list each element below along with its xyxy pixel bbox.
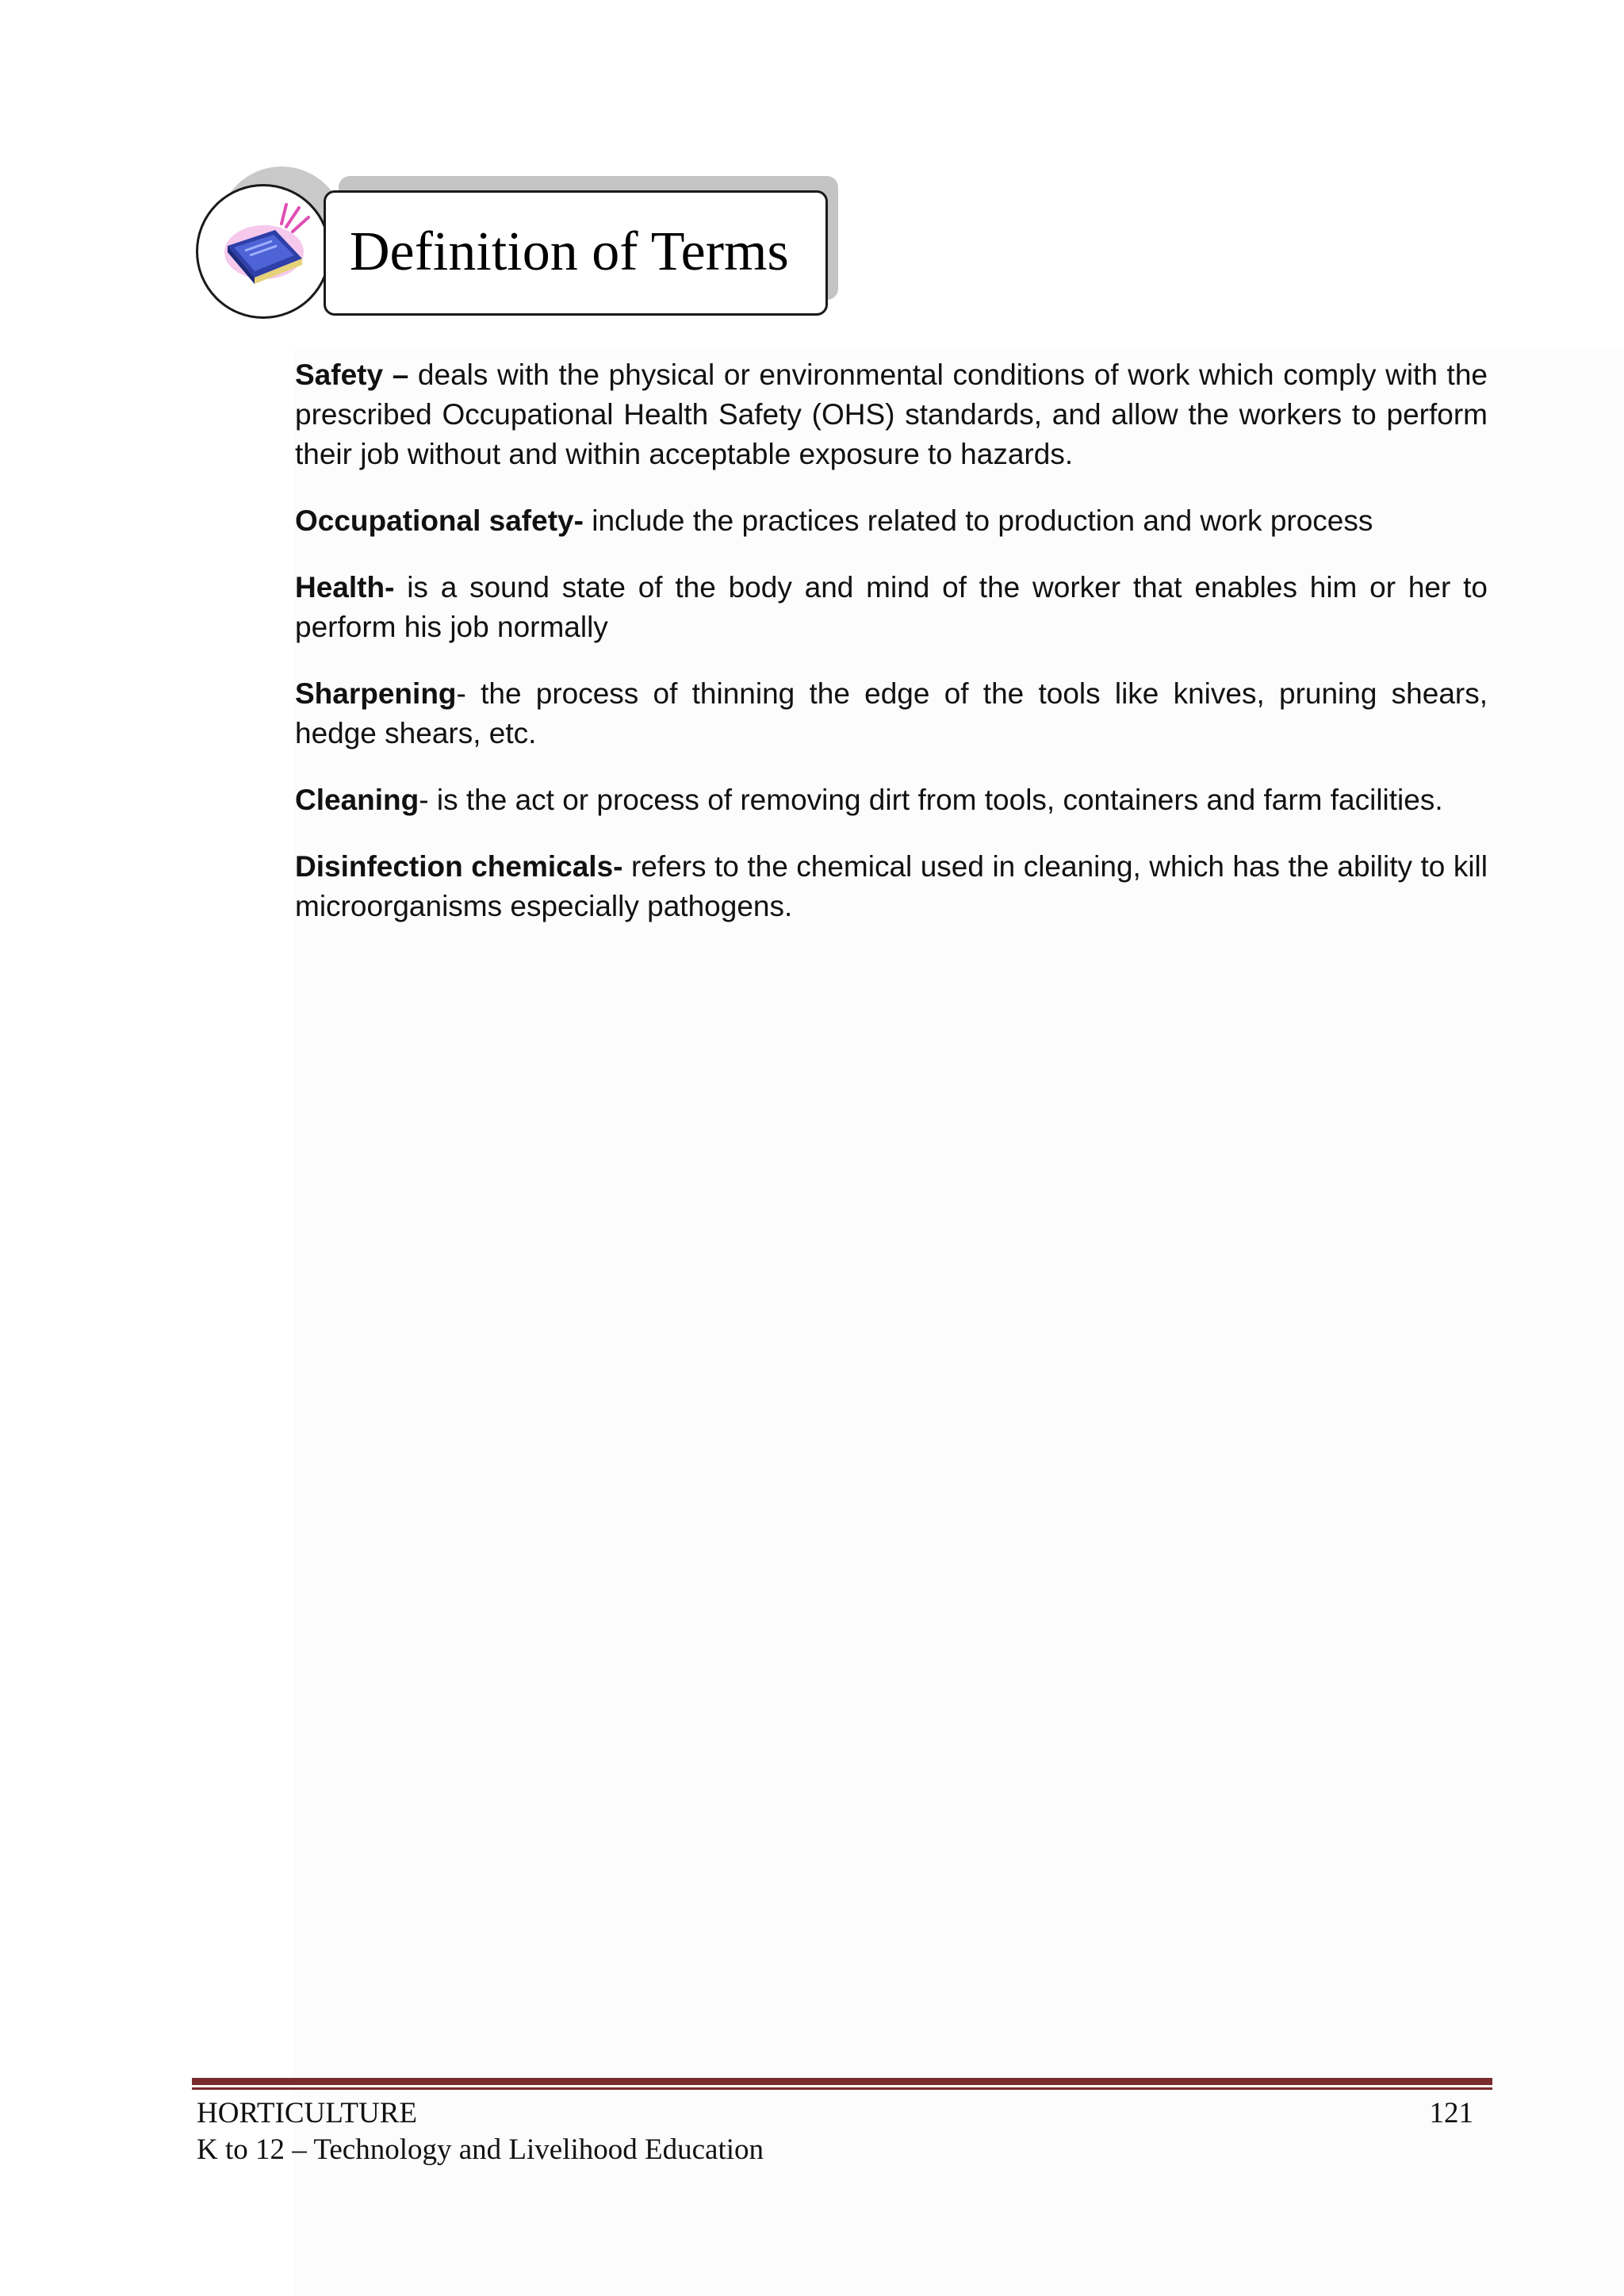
- definition-item: [295, 847, 1488, 926]
- definition-item: [295, 780, 1488, 820]
- page-number: 121: [1429, 2097, 1473, 2129]
- definition-item: [295, 501, 1488, 541]
- definition-item: [295, 355, 1488, 474]
- definition-text: refers to the chemical used in cleaning, which has the ability to kill microorganisms especially pathogens.: [295, 850, 1488, 922]
- definition-text: - is the act or process of removing dirt from tools, containers and farm facilities.: [419, 784, 1443, 816]
- definition-term: Health-: [295, 571, 395, 604]
- book-icon: [216, 203, 312, 290]
- definition-term: Sharpening: [295, 677, 457, 710]
- definition-text: - the process of thinning the edge of the tools like knives, pruning shears, hedge shears, etc.: [295, 677, 1488, 749]
- footer-text: [197, 2095, 764, 2168]
- footer-rule-thin: [192, 2087, 1492, 2090]
- footer-rule: [192, 2078, 1492, 2085]
- definition-item: [295, 568, 1488, 647]
- definition-list: [295, 355, 1488, 953]
- heading-title-box: [324, 190, 828, 316]
- section-heading-banner: [194, 167, 860, 325]
- definition-term: Disinfection chemicals-: [295, 850, 623, 883]
- page-title: Definition of Terms: [350, 221, 789, 282]
- footer-subject: HORTICULTURE: [197, 2097, 418, 2129]
- definition-text: deals with the physical or environmental conditions of work which comply with the prescribed Occupational Health Safety (OHS) standards, and allow the workers to perform their job without and within acceptable exposure to hazards.: [295, 358, 1488, 470]
- definition-text: include the practices related to production and work process: [583, 504, 1373, 537]
- definition-term: Cleaning: [295, 784, 419, 816]
- footer-course: K to 12 – Technology and Livelihood Education: [197, 2133, 764, 2166]
- definition-term: Safety –: [295, 358, 409, 391]
- definition-term: Occupational safety-: [295, 504, 584, 537]
- definition-item: [295, 674, 1488, 753]
- definition-text: is a sound state of the body and mind of the worker that enables him or her to perform his job normally: [295, 571, 1488, 643]
